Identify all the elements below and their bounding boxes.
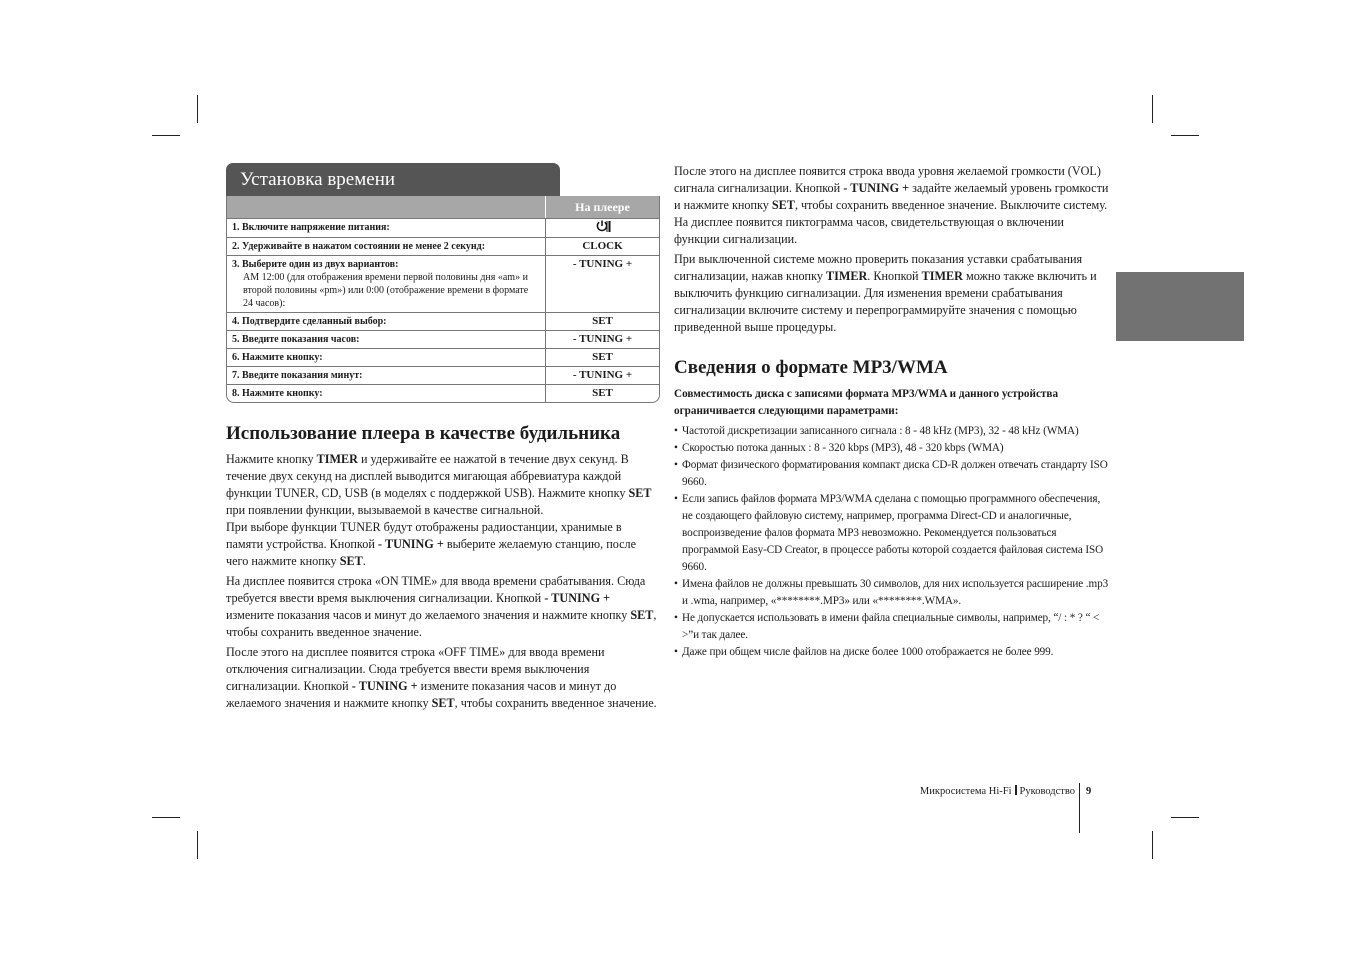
step-label: 1. Включите напряжение питания:: [232, 222, 390, 233]
list-item: • Если запись файлов формата MP3/WMA сделана с помощью программного обеспечения, не создающего файловую систему, например, программа Direct-CD и аналогичные, воспроизведение фалов формата MP3 невозможно. Рекомендуется пользоваться программой Easy-CD Creator, в процессе работы которой создается файловая система ISO 9660.: [674, 493, 1104, 573]
table-row: [227, 348, 659, 366]
bullet-icon: •: [674, 442, 678, 454]
step-label: 8. Нажмите кнопку:: [232, 388, 323, 399]
step-label: 5. Введите показания часов:: [232, 334, 360, 345]
crop-mark: [1171, 135, 1199, 136]
bullet-icon: •: [674, 493, 678, 505]
step-action: - TUNING +: [572, 369, 633, 381]
section-title-alarm: Использование плеера в качестве будильника: [226, 423, 621, 444]
bullet-icon: •: [674, 646, 678, 658]
step-detail: AM 12:00 (для отображения времени первой половины дня «am» и второй половины «pm») или 0:00 (отображение времени в формате 24 часов):: [243, 272, 529, 309]
step-action: SET: [592, 315, 613, 327]
crop-mark: [152, 135, 180, 136]
page-footer: [880, 785, 1075, 799]
bullet-icon: •: [674, 459, 678, 471]
setup-table: [226, 196, 660, 403]
list-item: • Имена файлов не должны превышать 30 символов, для них используется расширение .mp3 и .wma, например, «********.MP3» или «********.WMA».: [674, 578, 1109, 607]
step-label: 4. Подтвердите сделанный выбор:: [232, 316, 387, 327]
mp3-list: [674, 423, 1110, 661]
footer-product: Микросистема Hi-Fi: [919, 786, 1012, 797]
crop-mark: [1171, 817, 1199, 818]
alarm-paragraph: После этого на дисплее появится строка «OFF TIME» для ввода времени отключения сигнализации. Сюда требуется ввести время выключения сигнализации. Кнопкой - TUNING + измените показания часов и минут до желаемого значения и нажмите кнопку SET, чтобы сохранить введенное значение.: [226, 645, 657, 710]
crop-mark: [1152, 831, 1153, 859]
alarm-paragraph: При выборе функции TUNER будут отображены радиостанции, хранимые в памяти устройства. Кнопкой - TUNING + выберите желаемую станцию, после чего нажмите кнопку SET.: [226, 520, 637, 568]
step-action: SET: [592, 387, 613, 399]
crop-mark: [197, 95, 198, 123]
table-row: [227, 384, 659, 402]
step-action: - TUNING +: [572, 333, 633, 345]
footer-manual: Руководство: [1019, 786, 1075, 797]
table-header: [227, 196, 659, 218]
table-row: [227, 330, 659, 348]
bullet-icon: •: [674, 612, 678, 624]
page-number: 9: [1086, 786, 1092, 797]
page-divider: [1079, 783, 1080, 833]
list-item: • Частотой дискретизации записанного сигнала : 8 - 48 kHz (MP3), 32 - 48 kHz (WMA): [674, 423, 1110, 440]
table-row: [227, 255, 659, 312]
list-item: • Формат физического форматирования компакт диска CD-R должен отвечать стандарту ISO 9660.: [674, 459, 1108, 488]
crop-mark: [152, 817, 180, 818]
mp3-intro: Совместимость диска с записями формата MP3/WMA и данного устройства ограничивается следующими параметрами:: [674, 388, 1059, 417]
section-tab-marker: [1116, 272, 1244, 341]
bullet-icon: •: [674, 425, 678, 437]
step-label: 7. Введите показания минут:: [232, 370, 363, 381]
right-column: [674, 163, 1110, 661]
column-header: На плеере: [575, 200, 630, 214]
footer-separator: [1015, 785, 1017, 795]
alarm-paragraph: Нажмите кнопку TIMER и удерживайте ее нажатой в течение двух секунд. В течение двух секунд на дисплей выводится мигающая аббревиатура каждой функции TUNER, CD, USB (в моделях с поддержкой USB). Нажмите кнопку SET при появлении функции, вызываемой в качестве сигнальной.: [226, 452, 652, 517]
power-icon: [593, 224, 613, 236]
step-action: - TUNING +: [572, 258, 633, 270]
list-item: • Даже при общем числе файлов на диске более 1000 отображается не более 999.: [674, 644, 1110, 661]
step-action: SET: [592, 351, 613, 363]
section-title-time-setup: Установка времени: [226, 163, 560, 196]
list-item: • Скоростью потока данных : 8 - 320 kbps (MP3), 48 - 320 kbps (WMA): [674, 440, 1110, 457]
step-label: 6. Нажмите кнопку:: [232, 352, 323, 363]
volume-paragraph: После этого на дисплее появится строка ввода уровня желаемой громкости (VOL) сигнала сигнализации. Кнопкой - TUNING + задайте желаемый уровень громкости и нажмите кнопку SET, чтобы сохранить введенное значение. Выключите систему. На дисплее появится пиктограмма часов, свидетельствующая о включении функции сигнализации.: [674, 164, 1109, 246]
crop-mark: [197, 831, 198, 859]
list-item: • Не допускается использовать в имени файла специальные символы, например, “/ : * ? “ < >”и так далее.: [674, 612, 1100, 641]
table-row: [227, 237, 659, 255]
bullet-icon: •: [674, 578, 678, 590]
table-row: [227, 366, 659, 384]
step-label: 2. Удерживайте в нажатом состоянии не менее 2 секунд:: [232, 241, 486, 252]
volume-paragraph: При выключенной системе можно проверить показания уставки срабатывания сигнализации, нажав кнопку TIMER. Кнопкой TIMER можно также включить и выключить функцию сигнализации. Для изменения времени срабатывания сигнализации включите систему и перепрограммируйте значения с помощью приведенной выше процедуры.: [674, 252, 1097, 334]
table-row: [227, 312, 659, 330]
crop-mark: [1152, 95, 1153, 123]
alarm-paragraph: На дисплее появится строка «ON TIME» для ввода времени срабатывания. Сюда требуется ввести время выключения сигнализации. Кнопкой - TUNING + измените показания часов и минут до желаемого значения и нажмите кнопку SET, чтобы сохранить введенное значение.: [226, 574, 657, 639]
left-column: [226, 163, 660, 712]
table-row: [227, 218, 659, 237]
step-label: 3. Выберите один из двух вариантов:: [232, 259, 399, 270]
step-action: CLOCK: [582, 240, 623, 252]
section-title-mp3: Сведения о формате MP3/WMA: [674, 357, 948, 378]
